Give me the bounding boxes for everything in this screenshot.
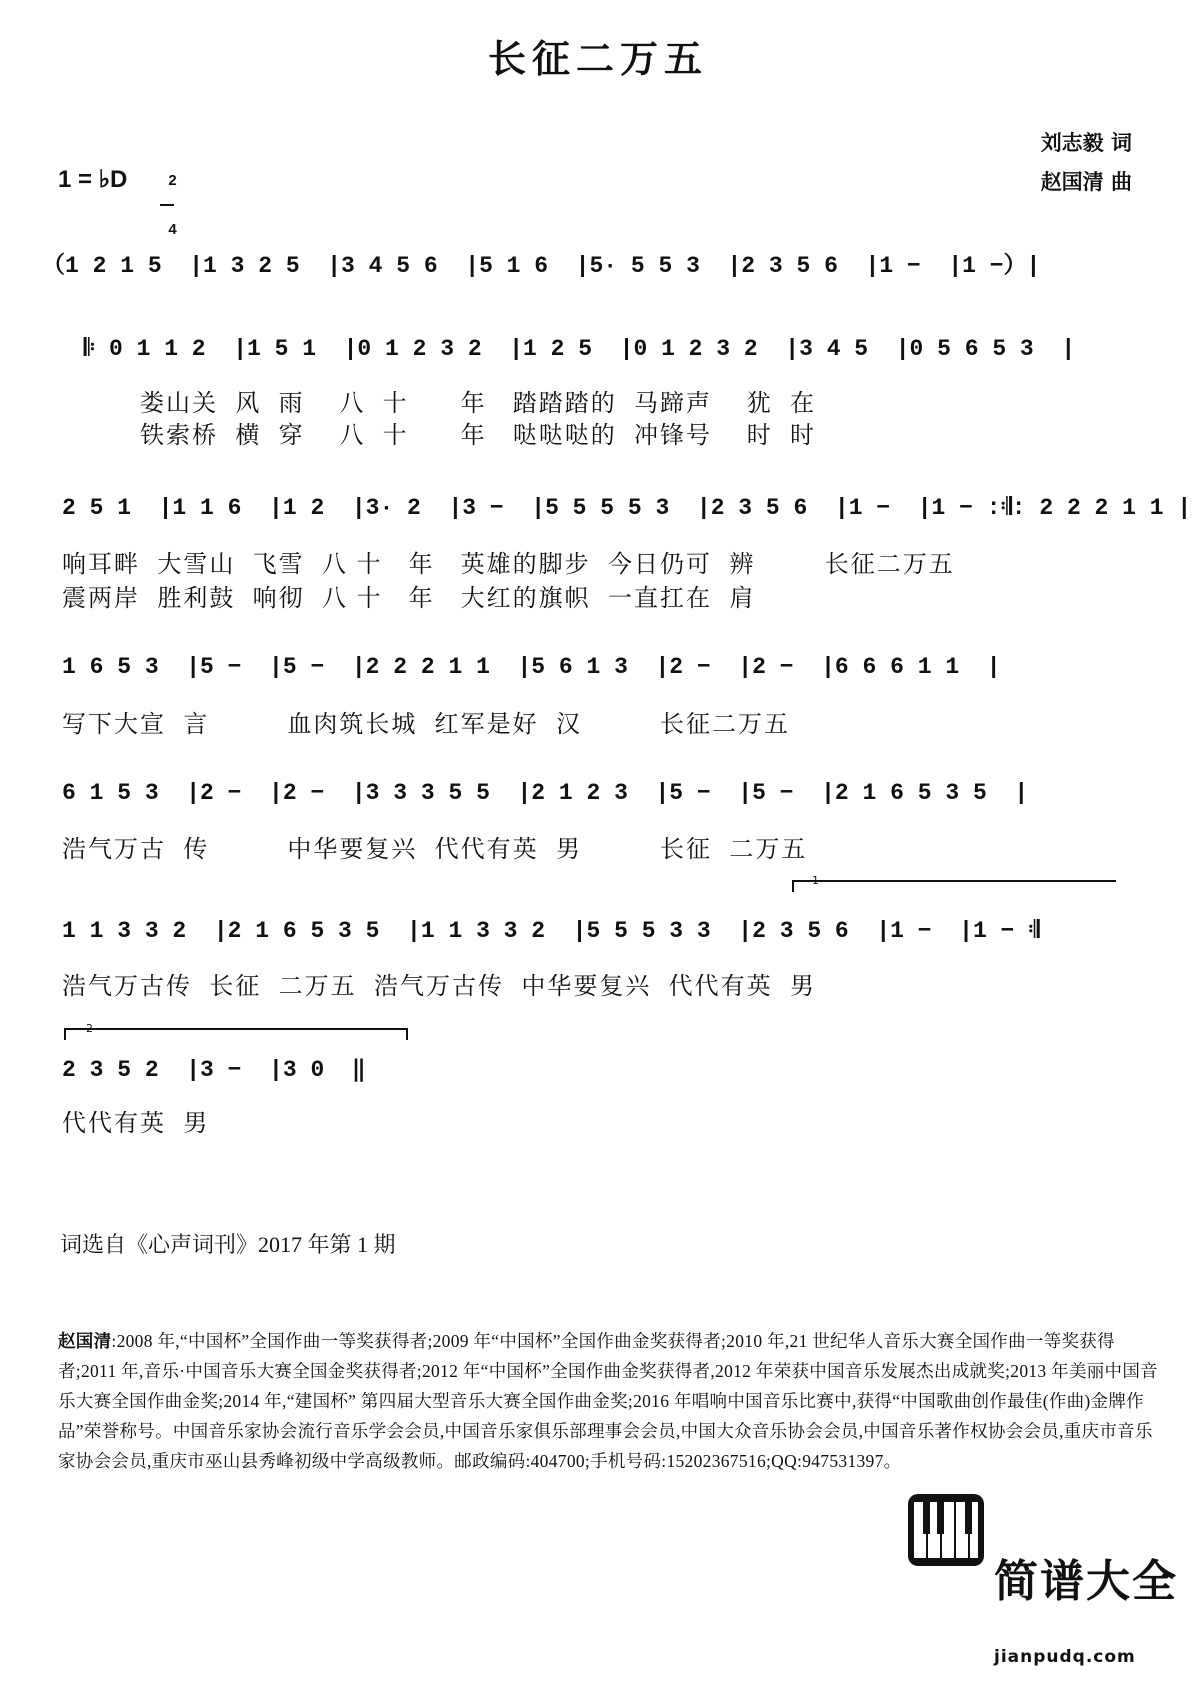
score-row-2-lyrics-1: 娄山关 风 雨 八 十 年 踏踏踏的 马蹄声 犹 在	[140, 390, 817, 417]
lyrics-source: 词选自《心声词刊》2017 年第 1 期	[60, 1232, 396, 1257]
bio-name: 赵国清	[58, 1331, 112, 1351]
score-row-2-notes: 𝄆 0 1 1 2 |1 5 1 |0 1 2 3 2 |1 2 5 |0 1 2 3 2 |3 4 5 |0 5 6 5 3 |	[84, 336, 1076, 362]
time-top: 2	[168, 172, 177, 189]
score-row-5-lyrics: 浩气万古 传 中华要复兴 代代有英 男 长征 二万五	[62, 836, 808, 863]
time-bottom: 4	[168, 221, 177, 238]
page-title: 长征二万五	[487, 36, 708, 81]
watermark-url: jianpudq.com	[994, 1647, 1136, 1667]
composer-credit: 赵国清 曲	[1040, 170, 1132, 194]
volta-1-number: 1	[812, 874, 819, 887]
score-row-7-notes: 2 3 5 2 |3 − |3 0 ‖	[62, 1057, 366, 1083]
bio-text: :2008 年,“中国杯”全国作曲一等奖获得者;2009 年“中国杯”全国作曲金奖获得者;2010 年,21 世纪华人音乐大赛全国作曲一等奖获得者;2011 年,音乐·中国音乐大赛全国金奖获得者;2012 年“中国杯”全国作曲金奖获得者,2012 年荣获中国音乐发展杰出成就奖;2013 年美丽中国音乐大赛全国作曲金奖;2014 年,“建国杯” 第四届大型音乐大赛全国作曲金奖;2016 年唱响中国音乐比赛中,获得“中国歌曲创作最佳(作曲)金牌作品”荣誉称号。中国音乐家协会流行音乐学会会员,中国音乐家俱乐部理事会会员,中国大众音乐协会会员,中国音乐著作权协会会员,重庆市音乐家协会会员,重庆市巫山县秀峰初级中学高级教师。邮政编码:404700;手机号码:15202367516;QQ:947531397。	[58, 1331, 1158, 1471]
lyricist-credit: 刘志毅 词	[1040, 131, 1132, 155]
watermark	[994, 1488, 1178, 1686]
score-row-6-lyrics: 浩气万古传 长征 二万五 浩气万古传 中华要复兴 代代有英 男	[62, 973, 817, 1000]
score-row-3-lyrics-1: 响耳畔 大雪山 飞雪 八 十 年 英雄的脚步 今日仍可 辨 长征二万五	[62, 551, 955, 578]
piano-logo-icon	[908, 1494, 984, 1566]
volta-1-bracket	[792, 880, 1116, 892]
score-row-2-lyrics-2: 铁索桥 横 穿 八 十 年 哒哒哒的 冲锋号 时 时	[140, 422, 817, 449]
time-signature	[160, 158, 177, 237]
volta-2-bracket	[64, 1028, 408, 1040]
score-row-7-lyrics: 代代有英 男	[62, 1110, 210, 1137]
watermark-title: 简谱大全	[994, 1556, 1178, 1607]
score-row-5-notes: 6 1 5 3 |2 − |2 − |3 3 3 5 5 |2 1 2 3 |5 − |5 − |2 1 6 5 3 5 |	[62, 780, 1029, 806]
score-row-3-lyrics-2: 震两岸 胜利鼓 响彻 八 十 年 大红的旗帜 一直扛在 肩	[62, 585, 756, 612]
composer-bio	[58, 1326, 1158, 1476]
score-row-6-notes: 1 1 3 3 2 |2 1 6 5 3 5 |1 1 3 3 2 |5 5 5 3 3 |2 3 5 6 |1 − |1 − 𝄇	[62, 918, 1040, 944]
score-row-3-notes: 2 5 1 |1 1 6 |1 2 |3· 2 |3 − |5 5 5 5 3 |2 3 5 6 |1 − |1 − :𝄇: 2 2 2 1 1 |	[62, 495, 1192, 521]
key-signature: 1 = ♭D	[58, 166, 128, 193]
score-row-4-lyrics: 写下大宣 言 血肉筑长城 红军是好 汉 长征二万五	[62, 711, 791, 738]
score-row-1-notes: （1 2 1 5 |1 3 2 5 |3 4 5 6 |5 1 6 |5· 5 5 3 |2 3 5 6 |1 − |1 −）|	[42, 253, 1041, 279]
volta-2-number: 2	[86, 1022, 93, 1035]
score-row-4-notes: 1 6 5 3 |5 − |5 − |2 2 2 1 1 |5 6 1 3 |2 − |2 − |6 6 6 1 1 |	[62, 654, 1001, 680]
